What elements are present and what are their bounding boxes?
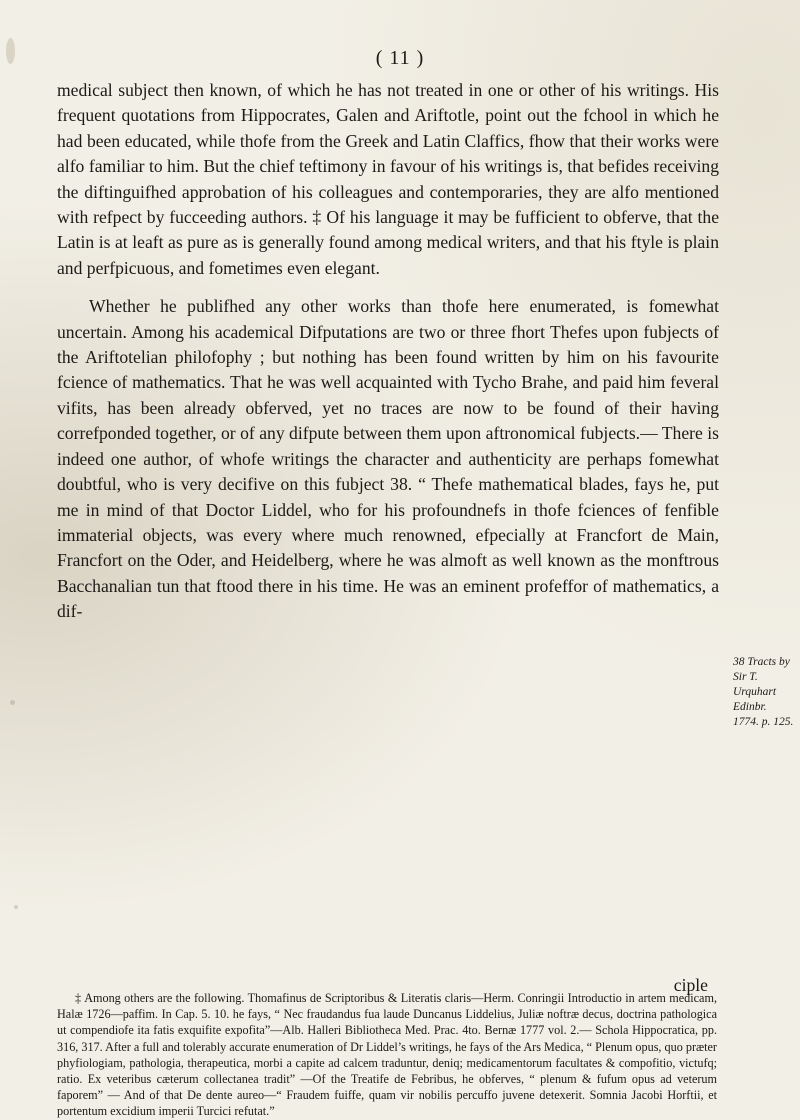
catchword: ciple: [673, 975, 708, 995]
footnote: ‡ Among others are the following. Thomafinus de Scriptoribus & Literatis claris—Herm. Conringii Introductio in artem medicam, Halæ 1726—paffim. In Cap. 5. 10. he fays, “ Nec fraudandus fua laude Duncanus Liddelius, Juliæ noftræ decus, doctrina pathologica ut compendiofe ita fatis exquifite expofita”—Alb. Halleri Bibliotheca Med. Prac. 4to. Bernæ 1777 vol. 2.— Schola Hippocratica, pp. 316, 317. After a full and tolerably accurate enumeration of Dr Liddel’s writings, he fays of the Ars Medica, “ Plenum opus, quo præter phyfiologiam, pathologia, therapeutica, morbi a capite ad calcem traduntur, deniq; medicamentorum facultates & compofitio, victufq; ratio. Ex veteribus cæterum collectanea tradit” —Of the Treatife de Febribus, he obferves, “ plenum & fufum opus ad veterum faporem” — And of that De dente aureo—“ Fraudem fuiffe, quam vir nobilis percuffo juvene detexerit. Somnia Jacobi Horftii, et portentum excidium imperii Turcici refutat.”: [57, 991, 717, 1119]
paragraph-1: medical subject then known, of which he has not treated in one or other of his writings. His frequent quotations from Hippocrates, Galen and Ariftotle, point out the fchool in which he had been educated, while thofe from the Greek and Latin Claffics, fhow that their works were alfo familiar to him. But the chief teftimony in favour of his writings is, that befides receiving the diftinguifhed approbation of his colleagues and contemporaries, they are alfo mentioned with refpect by fucceeding authors. ‡ Of his language it may be fufficient to obferve, that the Latin is at leaft as pure as is generally found among medical writers, and that his ftyle is plain and perfpicuous, and fometimes even elegant.: [57, 80, 719, 278]
page-number: ( 11 ): [375, 47, 425, 69]
paragraph-2: Whether he publifhed any other works than thofe here enumerated, is fomewhat uncertain. Among his academical Difputations are two or three fhort Thefes upon fubjects of the Ariftotelian philofophy ; but nothing has been found written by him on his favourite fcience of mathematics. That he was well acquainted with Tycho Brahe, and paid him feveral vifits, has been already obferved, yet no traces are now to be found of their having correfponded together, or of any difpute between them upon aftronomical fubjects.— There is indeed one author, of whofe writings the character and authenticity are perhaps fomewhat doubtful, who is very decifive on this fubject 38. “ Thefe mathematical blades, fays he, put me in mind of that Doctor Liddel, who for his profoundnefs in thofe fciences of fenfible immaterial objects, was every where much renowned, efpecially at Francfort de Main, Francfort on the Oder, and Heidelberg, where he was almoft as well known as the monftrous Bacchanalian tun that ftood there in his time. He was an eminent profeffor of mathematics, a dif-: [57, 296, 719, 622]
footnotes: [57, 990, 717, 1120]
margin-note: 38 Tracts by Sir T. Urquhart Edinbr. 1774. p. 125.: [733, 656, 794, 728]
main-text: [57, 78, 719, 625]
